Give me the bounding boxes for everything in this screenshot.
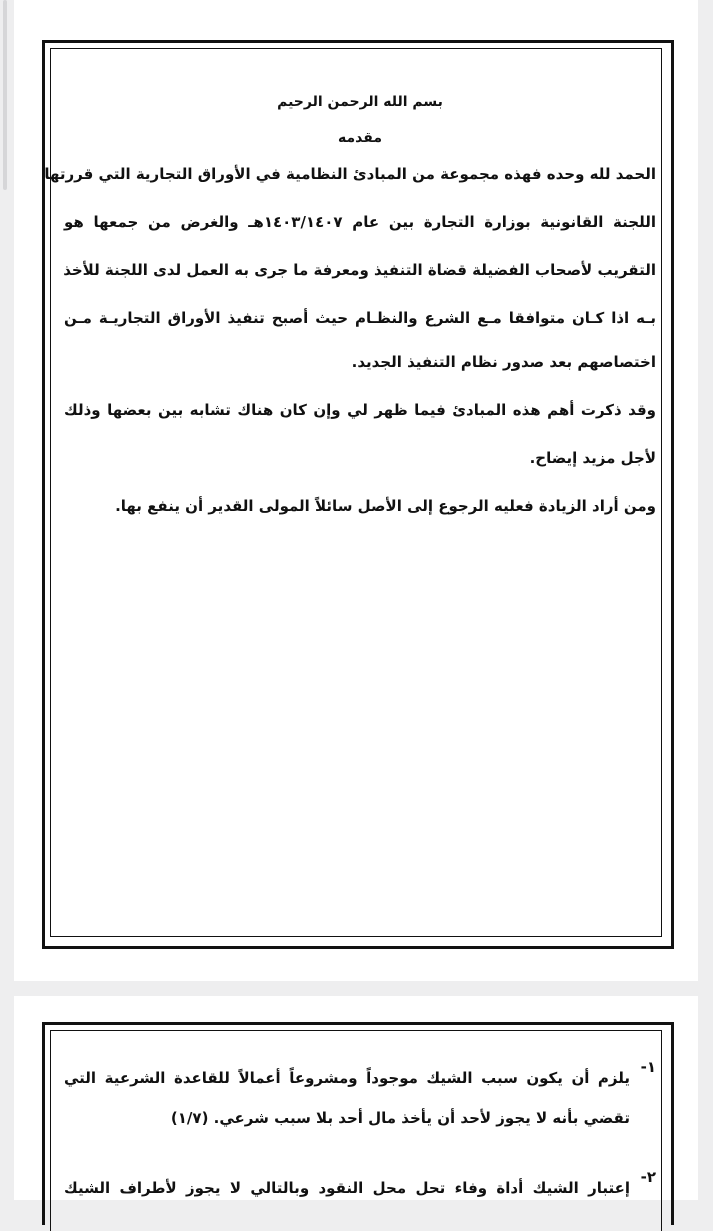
paragraph-line-3: التقريب لأصحاب الفضيلة قضاة التنفيذ ومعرفة ما جرى به العمل لدى اللجنة للأخذ bbox=[63, 261, 656, 279]
item-line: إعتبار الشيك أداة وفاء تحل محل النقود وبالتالي لا يجوز لأطراف الشيك bbox=[64, 1179, 630, 1197]
item-number: ١- bbox=[640, 1058, 656, 1076]
scrollbar[interactable] bbox=[3, 0, 7, 190]
paragraph-line-8: ومن أراد الزيادة فعليه الرجوع إلى الأصل سائلاً المولى القدير أن ينفع بها. bbox=[115, 497, 656, 515]
page-heading: مقدمه bbox=[338, 130, 382, 146]
paragraph-line-2: اللجنة القانونية بوزارة التجارة بين عام ١٤٠٣/١٤٠٧هـ والغرض من جمعها هو bbox=[64, 213, 656, 231]
page-1-text bbox=[44, 84, 656, 524]
page-2-text bbox=[64, 1058, 656, 1208]
list-item bbox=[64, 1058, 656, 1138]
paragraph-line-5: اختصاصهم بعد صدور نظام التنفيذ الجديد. bbox=[351, 353, 656, 371]
paragraph-line-4: بـه اذا كـان متوافقا مـع الشرع والنظـام حيث أصبح تنفيذ الأوراق التجاريـة مـن bbox=[64, 309, 656, 327]
item-line: يلزم أن يكون سبب الشيك موجوداً ومشروعاً أعمالاً للقاعدة الشرعية التي bbox=[64, 1069, 630, 1087]
item-line: تقضي بأنه لا يجوز لأحد أن يأخذ مال أحد بلا سبب شرعي. (١/٧) bbox=[170, 1109, 630, 1127]
basmala: بسم الله الرحمن الرحيم bbox=[277, 94, 443, 110]
item-number: ٢- bbox=[640, 1168, 656, 1186]
document-page-2 bbox=[14, 996, 698, 1200]
list-item bbox=[64, 1168, 656, 1208]
paragraph-line-7: لأجل مزيد إيضاح. bbox=[529, 449, 656, 467]
document-page-1 bbox=[14, 0, 698, 981]
paragraph-line-1: الحمد لله وحده فهذه مجموعة من المبادئ النظامية في الأوراق التجارية التي قررتها bbox=[44, 165, 656, 183]
paragraph-line-6: وقد ذكرت أهم هذه المبادئ فيما ظهر لي وإن كان هناك تشابه بين بعضها وذلك bbox=[64, 401, 656, 419]
